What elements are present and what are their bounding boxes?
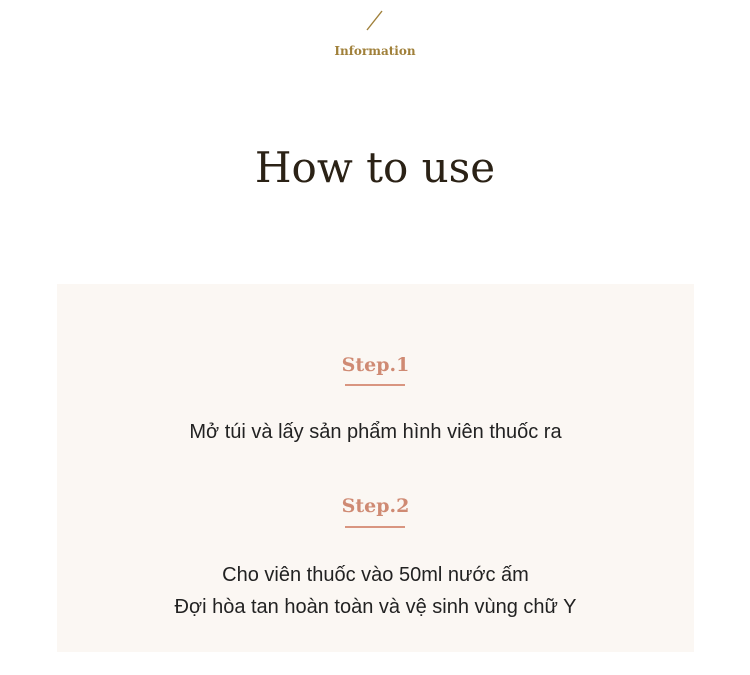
instructions-panel (57, 284, 694, 652)
slash-icon (362, 8, 388, 34)
step-1-underline (345, 384, 405, 386)
step-2-heading: Step.2 (341, 495, 410, 517)
step-1-line-1: Mở túi và lấy sản phẩm hình viên thuốc ra (189, 421, 562, 443)
step-1-heading: Step.1 (341, 354, 410, 376)
page-title: How to use (254, 143, 496, 192)
information-label: Information (334, 44, 416, 58)
step-2-line-1: Cho viên thuốc vào 50ml nước ấm (222, 564, 529, 586)
step-2-text (57, 559, 694, 623)
step-2-underline (345, 526, 405, 528)
step-1-text (57, 416, 694, 448)
step-2-line-2: Đợi hòa tan hoàn toàn và vệ sinh vùng chữ Y (174, 596, 577, 618)
